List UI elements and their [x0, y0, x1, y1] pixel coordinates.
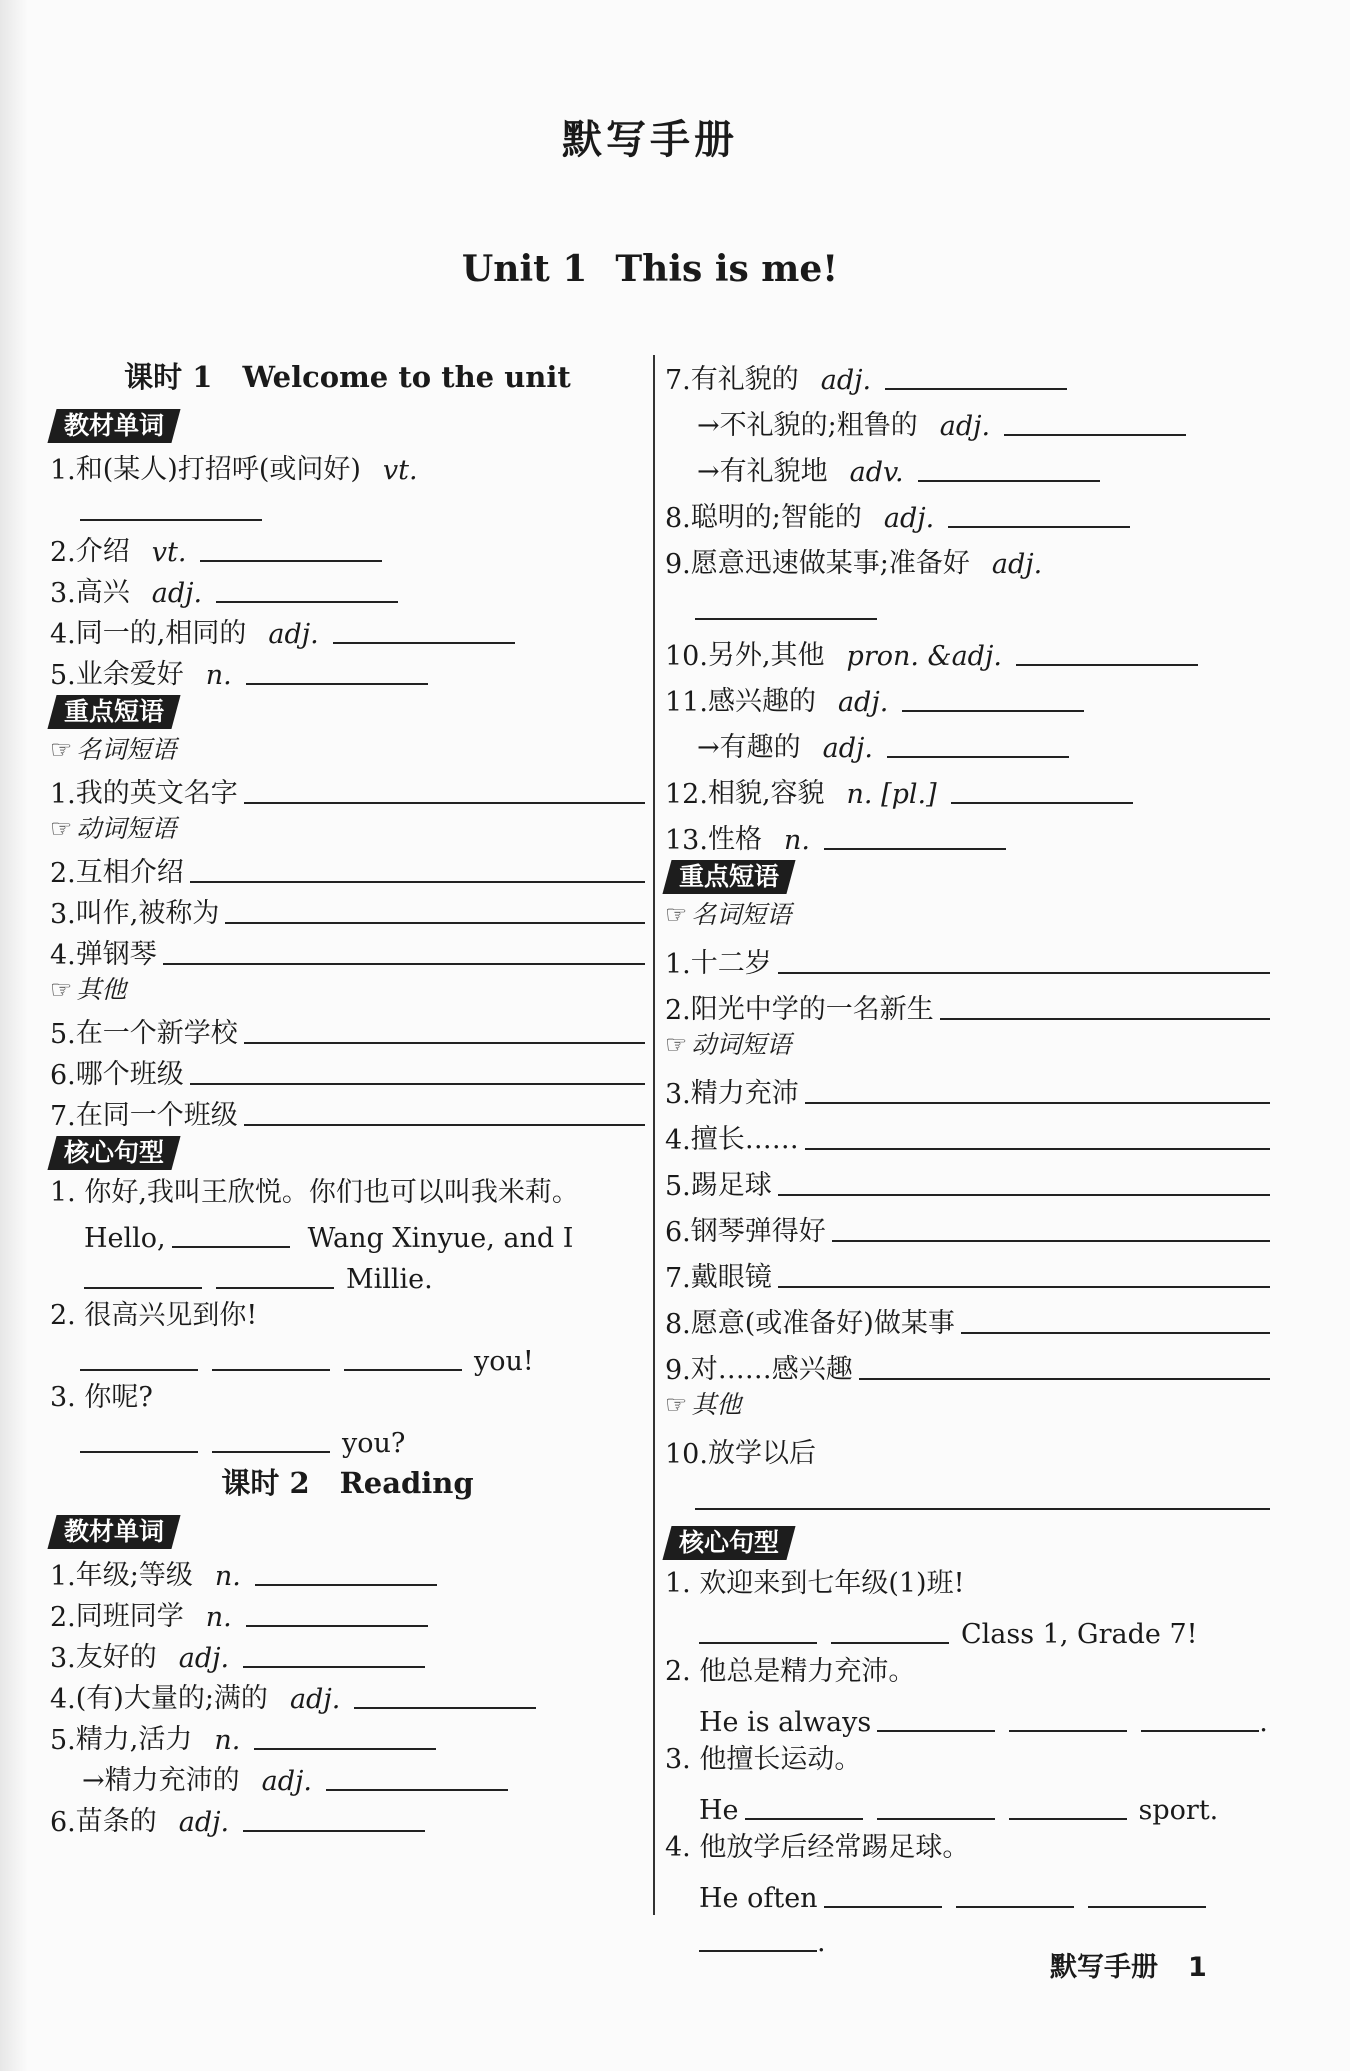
- pointing-hand-icon: ☞: [50, 975, 73, 1004]
- answer-blank[interactable]: [255, 1556, 437, 1586]
- answer-blank[interactable]: [216, 1259, 334, 1289]
- answer-blank[interactable]: [824, 820, 1006, 850]
- answer-blank[interactable]: [333, 614, 515, 644]
- word-item: 1. 和(某人)打招呼(或问好) vt.: [50, 454, 418, 486]
- phrase-item: 10. 放学以后: [665, 1438, 816, 1470]
- answer-blank[interactable]: [326, 1761, 508, 1791]
- answer-blank[interactable]: [885, 360, 1067, 390]
- answer-blank[interactable]: [918, 452, 1100, 482]
- phrase-item: 9. 对……感兴趣: [665, 1340, 1270, 1386]
- section-tag-phrases: 重点短语: [47, 695, 180, 729]
- answer-blank[interactable]: [1016, 636, 1198, 666]
- phrase-item: 7. 戴眼镜: [665, 1248, 1270, 1294]
- pointing-hand-icon: ☞: [665, 1390, 688, 1419]
- sentence-en: He often: [665, 1870, 1270, 1914]
- phrase-item: 5. 在一个新学校: [50, 1009, 645, 1050]
- sentence-cn: 4. 他放学后经常踢足球。: [665, 1832, 970, 1863]
- word-item: 6. 苗条的 adj.: [50, 1797, 645, 1838]
- word-item-derived: →精力充沛的 adj.: [50, 1756, 645, 1797]
- answer-blank[interactable]: [244, 774, 645, 804]
- section-tag-sentences: 核心句型: [662, 1526, 795, 1560]
- phrase-item: 7. 在同一个班级: [50, 1091, 645, 1132]
- word-item: 1. 年级;等级 n.: [50, 1551, 645, 1592]
- phrase-item: 1. 我的英文名字: [50, 769, 645, 810]
- section-tag-words: 教材单词: [47, 1515, 180, 1549]
- answer-blank[interactable]: [695, 590, 877, 620]
- answer-blank[interactable]: [254, 1720, 436, 1750]
- answer-blank[interactable]: [699, 1922, 817, 1952]
- footer-label: 默写手册: [1050, 1952, 1158, 1983]
- answer-blank[interactable]: [243, 1802, 425, 1832]
- unit-label: Unit 1: [461, 248, 588, 290]
- answer-blank[interactable]: [172, 1218, 290, 1248]
- answer-blank[interactable]: [244, 1014, 645, 1044]
- left-column: [50, 355, 645, 1838]
- phrase-item: 3. 精力充沛: [665, 1064, 1270, 1110]
- word-item: 4. (有)大量的;满的 adj.: [50, 1674, 645, 1715]
- answer-blank[interactable]: [887, 728, 1069, 758]
- word-item-derived: →有趣的 adj.: [665, 718, 1270, 764]
- pointing-hand-icon: ☞: [50, 814, 73, 843]
- answer-blank[interactable]: [859, 1350, 1270, 1380]
- answer-blank[interactable]: [951, 774, 1133, 804]
- answer-blank[interactable]: [805, 1120, 1270, 1150]
- sentence-cn: 3. 你呢?: [50, 1382, 153, 1413]
- unit-name: This is me!: [615, 248, 839, 290]
- word-item: 8. 聪明的;智能的 adj.: [665, 488, 1270, 534]
- pointing-hand-icon: ☞: [50, 735, 73, 764]
- word-item: 12. 相貌,容貌 n. [pl.]: [665, 764, 1270, 810]
- phrase-item: 2. 互相介绍: [50, 848, 645, 889]
- answer-blank[interactable]: [695, 1480, 1270, 1510]
- answer-blank[interactable]: [244, 1096, 645, 1126]
- subheading-other: ☞ 其他: [50, 975, 127, 1004]
- right-column: [665, 350, 1270, 1958]
- answer-blank[interactable]: [1141, 1702, 1259, 1732]
- sentence-cn: 3. 他擅长运动。: [665, 1744, 862, 1775]
- sentence-cn: 2. 很高兴见到你!: [50, 1300, 258, 1331]
- answer-blank[interactable]: [212, 1341, 330, 1371]
- phrase-item: 5. 踢足球: [665, 1156, 1270, 1202]
- word-item: 2. 同班同学 n.: [50, 1592, 645, 1633]
- answer-blank[interactable]: [225, 894, 645, 924]
- sentence-cn: 2. 他总是精力充沛。: [665, 1656, 916, 1687]
- answer-blank[interactable]: [246, 655, 428, 685]
- word-item-derived: →不礼貌的;粗鲁的 adj.: [665, 396, 1270, 442]
- phrase-item: 1. 十二岁: [665, 934, 1270, 980]
- answer-blank[interactable]: [163, 935, 645, 965]
- phrase-item: 4. 弹钢琴: [50, 930, 645, 971]
- word-item-derived: →有礼貌地 adv.: [665, 442, 1270, 488]
- answer-blank[interactable]: [243, 1638, 425, 1668]
- sentence-cn: 1. 你好,我叫王欣悦。你们也可以叫我米莉。: [50, 1177, 579, 1208]
- word-item: 3. 友好的 adj.: [50, 1633, 645, 1674]
- sentence-en: .: [665, 1914, 1270, 1958]
- answer-blank[interactable]: [778, 1258, 1270, 1288]
- pointing-hand-icon: ☞: [665, 900, 688, 929]
- answer-blank[interactable]: [831, 1614, 949, 1644]
- answer-blank[interactable]: [699, 1614, 817, 1644]
- word-item: 11. 感兴趣的 adj.: [665, 672, 1270, 718]
- sentence-en: He sport.: [665, 1782, 1270, 1826]
- answer-blank[interactable]: [84, 1259, 202, 1289]
- answer-blank[interactable]: [902, 682, 1084, 712]
- sentence-en: Class 1, Grade 7!: [665, 1606, 1270, 1650]
- phrase-item: 8. 愿意(或准备好)做某事: [665, 1294, 1270, 1340]
- pointing-hand-icon: ☞: [665, 1030, 688, 1059]
- lesson-2-heading: 课时 2 Reading: [221, 1466, 474, 1500]
- phrase-item: 4. 擅长……: [665, 1110, 1270, 1156]
- answer-blank[interactable]: [216, 573, 398, 603]
- sentence-en: Millie.: [50, 1254, 645, 1295]
- answer-blank[interactable]: [824, 1878, 942, 1908]
- answer-blank[interactable]: [1009, 1790, 1127, 1820]
- answer-blank[interactable]: [778, 944, 1270, 974]
- sentence-cn: 1. 欢迎来到七年级(1)班!: [665, 1568, 965, 1599]
- answer-blank[interactable]: [1004, 406, 1186, 436]
- page-number: 1: [1188, 1952, 1207, 1983]
- answer-blank[interactable]: [80, 1341, 198, 1371]
- answer-blank[interactable]: [877, 1790, 995, 1820]
- answer-blank[interactable]: [956, 1878, 1074, 1908]
- column-divider: [653, 355, 655, 1915]
- phrase-item: 2. 阳光中学的一名新生: [665, 980, 1270, 1026]
- sentence-en: you!: [50, 1336, 645, 1377]
- answer-blank[interactable]: [200, 532, 382, 562]
- answer-blank[interactable]: [1088, 1878, 1206, 1908]
- phrase-item: 3. 叫作,被称为: [50, 889, 645, 930]
- answer-blank[interactable]: [212, 1423, 330, 1453]
- subheading-noun-phrases: ☞ 名词短语: [665, 900, 792, 929]
- section-tag-sentences: 核心句型: [47, 1136, 180, 1170]
- word-item: 9. 愿意迅速做某事;准备好 adj.: [665, 548, 1043, 580]
- word-item: 3. 高兴 adj.: [50, 568, 645, 609]
- subheading-other: ☞ 其他: [665, 1390, 742, 1419]
- word-item: 2. 介绍 vt.: [50, 527, 645, 568]
- page-title: 默写手册: [562, 117, 738, 163]
- word-item: 4. 同一的,相同的 adj.: [50, 609, 645, 650]
- section-tag-words: 教材单词: [47, 409, 180, 443]
- answer-blank[interactable]: [246, 1597, 428, 1627]
- answer-blank[interactable]: [1009, 1702, 1127, 1732]
- unit-title: [0, 248, 1300, 290]
- section-tag-phrases: 重点短语: [662, 860, 795, 894]
- answer-blank[interactable]: [832, 1212, 1270, 1242]
- answer-blank[interactable]: [961, 1304, 1270, 1334]
- answer-blank[interactable]: [940, 990, 1270, 1020]
- answer-blank[interactable]: [805, 1074, 1270, 1104]
- subheading-verb-phrases: ☞ 动词短语: [50, 814, 177, 843]
- answer-blank[interactable]: [190, 853, 645, 883]
- lesson-1-heading: 课时 1 Welcome to the unit: [124, 360, 571, 394]
- phrase-item: 6. 钢琴弹得好: [665, 1202, 1270, 1248]
- phrase-item: 6. 哪个班级: [50, 1050, 645, 1091]
- subheading-noun-phrases: ☞ 名词短语: [50, 735, 177, 764]
- word-item: 5. 业余爱好 n.: [50, 650, 645, 691]
- subheading-verb-phrases: ☞ 动词短语: [665, 1030, 792, 1059]
- page-footer: [1050, 1945, 1207, 1984]
- sentence-en: you?: [50, 1418, 645, 1459]
- answer-blank[interactable]: [80, 1423, 198, 1453]
- sentence-en: He is always .: [665, 1694, 1270, 1738]
- answer-blank[interactable]: [80, 491, 262, 521]
- word-item: 7. 有礼貌的 adj.: [665, 350, 1270, 396]
- sentence-en: Hello, Wang Xinyue, and I: [50, 1213, 645, 1254]
- word-item: 10. 另外,其他 pron. &adj.: [665, 626, 1270, 672]
- answer-blank[interactable]: [877, 1702, 995, 1732]
- answer-blank[interactable]: [948, 498, 1130, 528]
- word-item: 5. 精力,活力 n.: [50, 1715, 645, 1756]
- answer-blank[interactable]: [778, 1166, 1270, 1196]
- answer-blank[interactable]: [354, 1679, 536, 1709]
- answer-blank[interactable]: [190, 1055, 645, 1085]
- answer-blank[interactable]: [745, 1790, 863, 1820]
- page-edge: [0, 0, 28, 2071]
- answer-blank[interactable]: [344, 1341, 462, 1371]
- word-item: 13. 性格 n.: [665, 810, 1270, 856]
